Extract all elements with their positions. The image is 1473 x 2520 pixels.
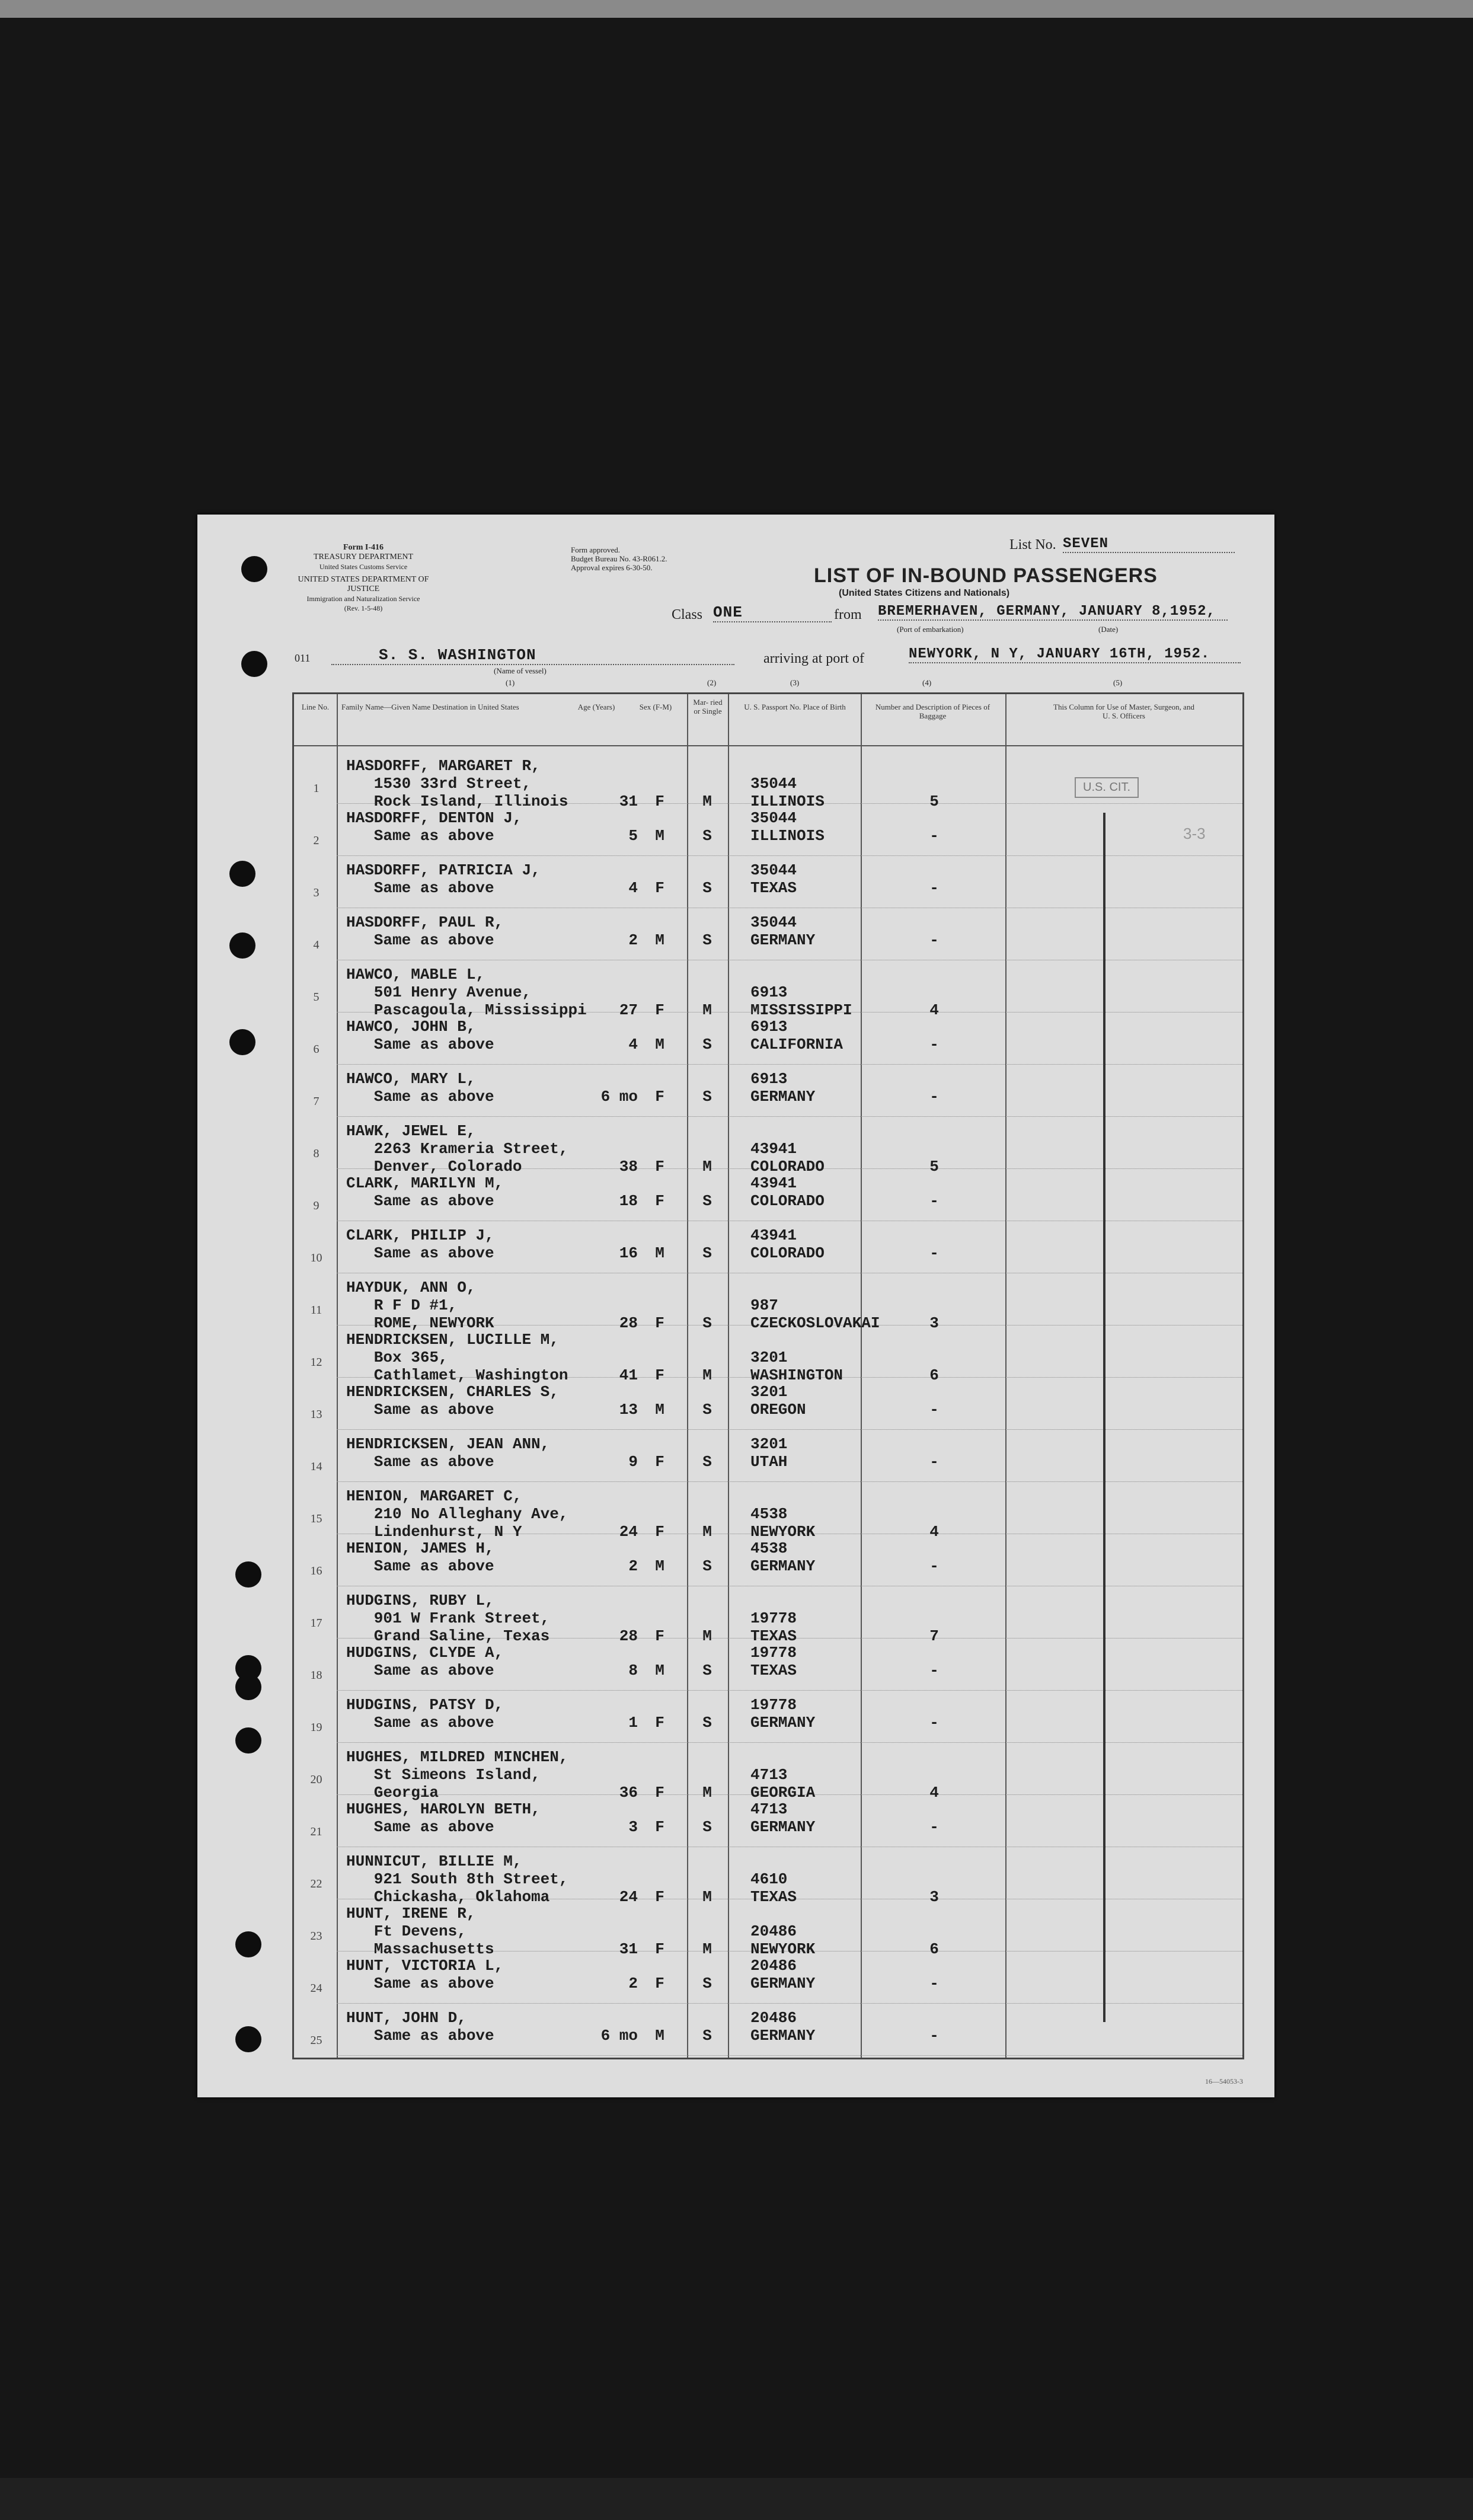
header-rule — [294, 745, 1242, 746]
passenger-sex: F — [655, 793, 664, 810]
passenger-age: 24 — [619, 1523, 638, 1541]
passenger-age: 9 — [628, 1453, 638, 1471]
passenger-age: 5 — [628, 827, 638, 845]
baggage-count: 5 — [929, 793, 939, 810]
row-line-number: 8 — [313, 1147, 319, 1160]
passenger-marital-status: S — [702, 1662, 712, 1679]
row-line-number: 18 — [310, 1669, 322, 1682]
passenger-age: 4 — [628, 1036, 638, 1053]
ins-service: Immigration and Naturalization Service — [306, 595, 420, 603]
passenger-name: HAWCO, MARY L, Same as above — [346, 1070, 494, 1106]
vessel-name: S. S. WASHINGTON — [331, 646, 734, 665]
passenger-marital-status: M — [702, 1940, 712, 1958]
passenger-age: 31 — [619, 1940, 638, 1958]
passenger-marital-status: S — [702, 1036, 712, 1053]
passenger-marital-status: M — [702, 1001, 712, 1019]
baggage-count: 4 — [929, 1784, 939, 1802]
passport-birthplace: 6913 CALIFORNIA — [750, 1018, 843, 1053]
baggage-count: 3 — [929, 1314, 939, 1332]
punch-hole — [235, 2026, 261, 2052]
passenger-age: 41 — [619, 1366, 638, 1384]
passenger-name: HASDORFF, MARGARET R, 1530 33rd Street, Rock Island, Illinois — [346, 757, 568, 810]
punch-hole — [229, 932, 255, 959]
col-divider — [861, 694, 862, 2058]
passport-birthplace: 43941 COLORADO — [750, 1227, 825, 1262]
passenger-name: HAYDUK, ANN O, R F D #1, ROME, NEWYORK — [346, 1279, 494, 1332]
passenger-sex: F — [655, 1088, 664, 1106]
passenger-marital-status: M — [702, 793, 712, 810]
customs-service: United States Customs Service — [319, 563, 408, 571]
passenger-sex: F — [655, 1453, 664, 1471]
manifest-page — [197, 515, 1274, 2097]
passenger-marital-status: M — [702, 1158, 712, 1176]
passenger-sex: F — [655, 1192, 664, 1210]
col-divider — [1005, 694, 1007, 2058]
row-line-number: 7 — [313, 1095, 319, 1108]
passenger-age: 16 — [619, 1244, 638, 1262]
vessel-prefix: 011 — [295, 652, 311, 664]
port-embark-caption: (Port of embarkation) — [897, 625, 964, 634]
baggage-count: - — [929, 2027, 939, 2045]
passenger-name: HUDGINS, PATSY D, Same as above — [346, 1696, 504, 1732]
passenger-name: HUNNICUT, BILLIE M, 921 South 8th Street, Chickasha, Oklahoma — [346, 1853, 568, 1906]
passenger-age: 3 — [628, 1818, 638, 1836]
baggage-count: 6 — [929, 1940, 939, 1958]
passenger-name: HUGHES, HAROLYN BETH, Same as above — [346, 1800, 541, 1836]
passenger-sex: M — [655, 1401, 664, 1419]
row-line-number: 23 — [310, 1930, 322, 1943]
page-subtitle: (United States Citizens and Nationals) — [839, 588, 1010, 598]
passenger-sex: F — [655, 1158, 664, 1176]
header-officers: This Column for Use of Master, Surgeon, and U. S. Officers — [1053, 702, 1194, 720]
page-title: LIST OF IN-BOUND PASSENGERS — [814, 564, 1158, 587]
row-line-number: 25 — [310, 2034, 322, 2047]
passenger-age: 8 — [628, 1662, 638, 1679]
baggage-count: 5 — [929, 1158, 939, 1176]
header-name: Family Name—Given Name Destination in United States — [341, 702, 519, 711]
passenger-marital-status: S — [702, 1192, 712, 1210]
baggage-count: - — [929, 1244, 939, 1262]
row-line-number: 13 — [310, 1408, 322, 1421]
table-row-rule — [337, 2055, 1242, 2056]
table-row-rule — [337, 1481, 1242, 1482]
passenger-sex: F — [655, 1714, 664, 1732]
row-line-number: 17 — [310, 1617, 322, 1630]
baggage-count: 4 — [929, 1523, 939, 1541]
passenger-name: HUNT, IRENE R, Ft Devens, Massachusetts — [346, 1905, 494, 1958]
passenger-sex: M — [655, 1244, 664, 1262]
baggage-count: 3 — [929, 1888, 939, 1906]
passport-birthplace: 20486 NEWYORK — [750, 1922, 816, 1958]
passenger-sex: M — [655, 1036, 664, 1053]
passenger-sex: F — [655, 1366, 664, 1384]
approval-expiry: Approval expires 6-30-50. — [571, 563, 653, 572]
passenger-marital-status: S — [702, 931, 712, 949]
row-line-number: 24 — [310, 1982, 322, 1995]
checkmark-line — [1103, 813, 1105, 2022]
treasury-dept: TREASURY DEPARTMENT — [313, 552, 414, 561]
passenger-marital-status: S — [702, 1975, 712, 1992]
passenger-name: HUNT, VICTORIA L, Same as above — [346, 1957, 504, 1992]
row-line-number: 6 — [313, 1043, 319, 1056]
passport-birthplace: 19778 GERMANY — [750, 1696, 816, 1732]
row-line-number: 4 — [313, 938, 319, 951]
passenger-marital-status: S — [702, 1557, 712, 1575]
table-row-rule — [337, 1429, 1242, 1430]
footer-code: 16—54053-3 — [1205, 2077, 1243, 2085]
punch-hole — [229, 1029, 255, 1055]
baggage-count: - — [929, 1662, 939, 1679]
passport-birthplace: 43941 COLORADO — [750, 1140, 825, 1176]
table-row-rule — [337, 1690, 1242, 1691]
header-baggage: Number and Description of Pieces of Baggage — [875, 702, 990, 720]
passenger-marital-status: M — [702, 1366, 712, 1384]
baggage-count: 7 — [929, 1627, 939, 1645]
col-num-5: (5) — [1113, 678, 1123, 687]
passenger-marital-status: M — [702, 1627, 712, 1645]
passenger-age: 36 — [619, 1784, 638, 1802]
baggage-count: - — [929, 1192, 939, 1210]
passenger-age: 2 — [628, 1975, 638, 1992]
arriving-value: NEWYORK, N Y, JANUARY 16TH, 1952. — [909, 646, 1241, 663]
passenger-name: HENION, JAMES H, Same as above — [346, 1540, 494, 1575]
passenger-age: 6 mo — [600, 1088, 638, 1106]
row-line-number: 10 — [310, 1251, 322, 1264]
passenger-name: HENDRICKSEN, JEAN ANN, Same as above — [346, 1435, 550, 1471]
passenger-name: HENDRICKSEN, LUCILLE M, Box 365, Cathlamet, Washington — [346, 1331, 568, 1384]
passenger-sex: F — [655, 1001, 664, 1019]
passenger-name: HUDGINS, CLYDE A, Same as above — [346, 1644, 504, 1679]
punch-hole — [235, 1561, 261, 1588]
passenger-sex: F — [655, 1784, 664, 1802]
punch-hole — [229, 861, 255, 887]
passport-birthplace: 20486 GERMANY — [750, 2009, 816, 2045]
passport-birthplace: 19778 TEXAS — [750, 1644, 797, 1679]
row-line-number: 2 — [313, 834, 319, 847]
row-line-number: 5 — [313, 991, 319, 1004]
from-value: BREMERHAVEN, GERMANY, JANUARY 8,1952, — [878, 603, 1228, 621]
class-value: ONE — [713, 603, 832, 622]
passenger-name: HASDORFF, PATRICIA J, Same as above — [346, 861, 541, 897]
baggage-count: - — [929, 1401, 939, 1419]
header-passport: U. S. Passport No. Place of Birth — [744, 702, 846, 711]
baggage-count: 4 — [929, 1001, 939, 1019]
passenger-sex: F — [655, 1818, 664, 1836]
passport-birthplace: 35044 TEXAS — [750, 861, 797, 897]
passenger-age: 1 — [628, 1714, 638, 1732]
punch-hole — [241, 651, 267, 677]
list-no-value: SEVEN — [1063, 536, 1235, 553]
punch-hole — [235, 1931, 261, 1957]
table-row-rule — [337, 2003, 1242, 2004]
baggage-count: - — [929, 879, 939, 897]
passenger-table — [292, 692, 1244, 2059]
passenger-name: CLARK, PHILIP J, Same as above — [346, 1227, 494, 1262]
baggage-count: - — [929, 1818, 939, 1836]
passenger-marital-status: S — [702, 879, 712, 897]
passport-birthplace: 4610 TEXAS — [750, 1870, 797, 1906]
passenger-sex: F — [655, 1627, 664, 1645]
passenger-sex: M — [655, 827, 664, 845]
passenger-age: 2 — [628, 931, 638, 949]
passenger-name: HAWCO, JOHN B, Same as above — [346, 1018, 494, 1053]
baggage-count: 6 — [929, 1366, 939, 1384]
passenger-sex: M — [655, 931, 664, 949]
passport-birthplace: 4538 NEWYORK — [750, 1505, 816, 1541]
table-row-rule — [337, 1116, 1242, 1117]
passenger-marital-status: M — [702, 1523, 712, 1541]
passport-birthplace: 4713 GERMANY — [750, 1800, 816, 1836]
passenger-marital-status: S — [702, 1314, 712, 1332]
baggage-count: - — [929, 827, 939, 845]
passport-birthplace: 4713 GEORGIA — [750, 1766, 816, 1802]
passenger-marital-status: S — [702, 1818, 712, 1836]
baggage-count: - — [929, 1088, 939, 1106]
col-num-3: (3) — [790, 678, 800, 687]
col-num-4: (4) — [922, 678, 932, 687]
form-number: Form I-416 — [343, 543, 384, 552]
passenger-marital-status: S — [702, 1088, 712, 1106]
passenger-marital-status: S — [702, 1714, 712, 1732]
baggage-count: - — [929, 1036, 939, 1053]
punch-hole — [241, 556, 267, 582]
col-divider — [728, 694, 729, 2058]
row-line-number: 15 — [310, 1512, 322, 1525]
passenger-marital-status: S — [702, 1244, 712, 1262]
passport-birthplace: 6913 GERMANY — [750, 1070, 816, 1106]
passport-birthplace: 20486 GERMANY — [750, 1957, 816, 1992]
punch-hole — [235, 1727, 261, 1754]
passenger-sex: F — [655, 1975, 664, 1992]
passport-birthplace: 3201 UTAH — [750, 1435, 788, 1471]
row-line-number: 19 — [310, 1721, 322, 1734]
passenger-name: HUGHES, MILDRED MINCHEN, St Simeons Island, Georgia — [346, 1748, 568, 1802]
row-line-number: 22 — [310, 1877, 322, 1890]
passenger-age: 4 — [628, 879, 638, 897]
arriving-label: arriving at port of — [763, 651, 864, 666]
row-line-number: 3 — [313, 886, 319, 899]
baggage-count: - — [929, 1975, 939, 1992]
passport-birthplace: 35044 ILLINOIS — [750, 809, 825, 845]
header-sex: Sex (F-M) — [639, 702, 672, 711]
passenger-sex: F — [655, 1523, 664, 1541]
header-line-no: Line No. — [301, 702, 330, 711]
passenger-age: 31 — [619, 793, 638, 810]
col-num-1: (1) — [506, 678, 515, 687]
row-line-number: 21 — [310, 1825, 322, 1838]
row-line-number: 16 — [310, 1564, 322, 1577]
baggage-count: - — [929, 1557, 939, 1575]
passport-birthplace: 35044 ILLINOIS — [750, 775, 825, 810]
col-divider — [687, 694, 688, 2058]
row-line-number: 20 — [310, 1773, 322, 1786]
header-married: Mar- ried or Single — [693, 698, 723, 716]
passenger-age: 28 — [619, 1314, 638, 1332]
row-line-number: 12 — [310, 1356, 322, 1369]
date-caption: (Date) — [1098, 625, 1119, 634]
form-header-left — [286, 543, 440, 613]
passenger-name: HAWK, JEWEL E, 2263 Krameria Street, Denver, Colorado — [346, 1122, 568, 1176]
passport-birthplace: 43941 COLORADO — [750, 1174, 825, 1210]
passport-birthplace: 35044 GERMANY — [750, 914, 816, 949]
passport-birthplace: 3201 OREGON — [750, 1383, 806, 1419]
form-approval — [571, 545, 667, 572]
passenger-name: HENDRICKSEN, CHARLES S, Same as above — [346, 1383, 559, 1419]
class-label: Class — [672, 607, 703, 622]
passenger-name: HUNT, JOHN D, Same as above — [346, 2009, 494, 2045]
baggage-count: - — [929, 931, 939, 949]
passenger-name: CLARK, MARILYN M, Same as above — [346, 1174, 504, 1210]
col-num-2: (2) — [707, 678, 717, 687]
table-row-rule — [337, 855, 1242, 856]
header-age: Age (Years) — [577, 702, 615, 711]
passenger-marital-status: M — [702, 1888, 712, 1906]
passenger-name: HENION, MARGARET C, 210 No Alleghany Ave, Lindenhurst, N Y — [346, 1487, 568, 1541]
approval-text: Form approved. — [571, 545, 621, 554]
passenger-name: HASDORFF, DENTON J, Same as above — [346, 809, 522, 845]
passenger-name: HUDGINS, RUBY L, 901 W Frank Street, Grand Saline, Texas — [346, 1592, 550, 1645]
passenger-age: 27 — [619, 1001, 638, 1019]
passenger-sex: F — [655, 1314, 664, 1332]
passenger-age: 28 — [619, 1627, 638, 1645]
passport-birthplace: 19778 TEXAS — [750, 1609, 797, 1645]
passport-birthplace: 6913 MISSISSIPPI — [750, 983, 852, 1019]
punch-hole — [235, 1674, 261, 1700]
passport-birthplace: 3201 WASHINGTON — [750, 1349, 843, 1384]
justice-dept: UNITED STATES DEPARTMENT OF JUSTICE — [298, 575, 429, 593]
table-row-rule — [337, 1064, 1242, 1065]
row-line-number: 14 — [310, 1460, 322, 1473]
passenger-age: 38 — [619, 1158, 638, 1176]
margin-note: 3-3 — [1183, 825, 1206, 842]
vessel-caption: (Name of vessel) — [494, 666, 547, 675]
passenger-sex: M — [655, 1557, 664, 1575]
passenger-marital-status: S — [702, 2027, 712, 2045]
film-edge-top — [0, 0, 1473, 18]
table-row-rule — [337, 1742, 1242, 1743]
passenger-age: 2 — [628, 1557, 638, 1575]
passenger-marital-status: S — [702, 827, 712, 845]
passenger-sex: F — [655, 879, 664, 897]
baggage-count: - — [929, 1714, 939, 1732]
list-no-label: List No. — [1009, 537, 1056, 552]
passenger-age: 24 — [619, 1888, 638, 1906]
passport-birthplace: 987 CZECKOSLOVAKAI — [750, 1296, 880, 1332]
us-citizen-stamp: U.S. CIT. — [1075, 777, 1139, 798]
row-line-number: 11 — [310, 1304, 322, 1317]
passenger-marital-status: S — [702, 1453, 712, 1471]
from-label: from — [834, 607, 862, 622]
passenger-age: 6 mo — [600, 2027, 638, 2045]
budget-no: Budget Bureau No. 43-R061.2. — [571, 554, 667, 563]
row-line-number: 1 — [313, 782, 319, 795]
passport-birthplace: 4538 GERMANY — [750, 1540, 816, 1575]
passenger-age: 18 — [619, 1192, 638, 1210]
passenger-sex: F — [655, 1940, 664, 1958]
passenger-marital-status: M — [702, 1784, 712, 1802]
col-divider — [337, 694, 338, 2058]
passenger-sex: M — [655, 2027, 664, 2045]
film-edge-bottom — [0, 2478, 1473, 2520]
passenger-age: 13 — [619, 1401, 638, 1419]
baggage-count: - — [929, 1453, 939, 1471]
passenger-sex: M — [655, 1662, 664, 1679]
row-line-number: 9 — [313, 1199, 319, 1212]
passenger-name: HAWCO, MABLE L, 501 Henry Avenue, Pascagoula, Mississippi — [346, 966, 587, 1019]
passenger-marital-status: S — [702, 1401, 712, 1419]
revision: (Rev. 1-5-48) — [344, 604, 383, 612]
passenger-sex: F — [655, 1888, 664, 1906]
passenger-name: HASDORFF, PAUL R, Same as above — [346, 914, 504, 949]
